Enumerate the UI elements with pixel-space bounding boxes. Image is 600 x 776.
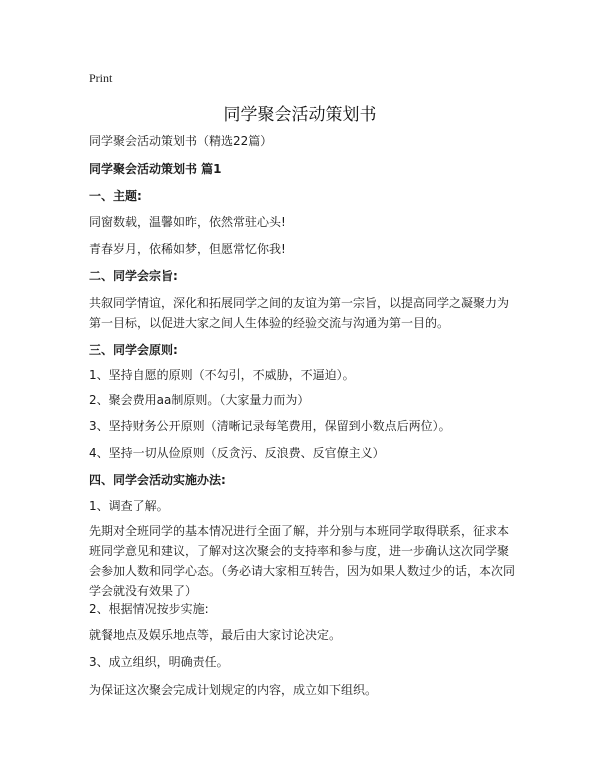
doc-subtitle: 同学聚会活动策划书（精选22篇） <box>89 134 273 148</box>
step-3-paragraph: 为保证这次聚会完成计划规定的内容，成立如下组织。 <box>89 683 378 697</box>
print-link[interactable]: Print <box>89 71 113 85</box>
heading-principles: 三、同学会原则: <box>89 343 178 357</box>
principle-1: 1、坚持自愿的原则（不勾引，不威胁，不逼迫）。 <box>89 368 355 382</box>
step-3-title: 3、成立组织，明确责任。 <box>89 655 229 669</box>
heading-purpose: 二、同学会宗旨: <box>89 269 178 283</box>
theme-line-2: 青春岁月，依稀如梦，但愿常忆你我! <box>89 242 286 256</box>
page-title: 同学聚会活动策划书 <box>223 105 377 125</box>
heading-implementation: 四、同学会活动实施办法: <box>89 473 226 487</box>
principle-3: 3、坚持财务公开原则（清晰记录每笔费用，保留到小数点后两位）。 <box>89 419 451 433</box>
step-1-title: 1、调查了解。 <box>89 499 169 513</box>
theme-line-1: 同窗数载，温馨如昨，依然常驻心头! <box>89 215 286 229</box>
principle-2: 2、聚会费用aa制原则。（大家量力而为） <box>89 393 310 407</box>
principle-4: 4、坚持一切从俭原则（反贪污、反浪费、反官僚主义） <box>89 446 385 460</box>
section-title: 同学聚会活动策划书 篇1 <box>89 162 222 176</box>
step-1-paragraph: 先期对全班同学的基本情况进行全面了解，并分别与本班同学取得联系，征求本班同学意见和建议，了解对这次聚会的支持率和参与度，进一步确认这次同学聚会参加人数和同学心态。（务必请大家相互转告，因为如果人数过少的话，本次同学会就没有效果了） <box>89 524 516 598</box>
heading-theme: 一、主题: <box>89 189 142 203</box>
step-2-paragraph: 就餐地点及娱乐地点等，最后由大家讨论决定。 <box>89 628 342 642</box>
purpose-paragraph: 共叙同学情谊，深化和拓展同学之间的友谊为第一宗旨，以提高同学之凝聚力为第一目标，以促进大家之间人生体验的经验交流与沟通为第一目的。 <box>89 296 510 330</box>
step-2-title: 2、根据情况按步实施: <box>89 602 209 616</box>
